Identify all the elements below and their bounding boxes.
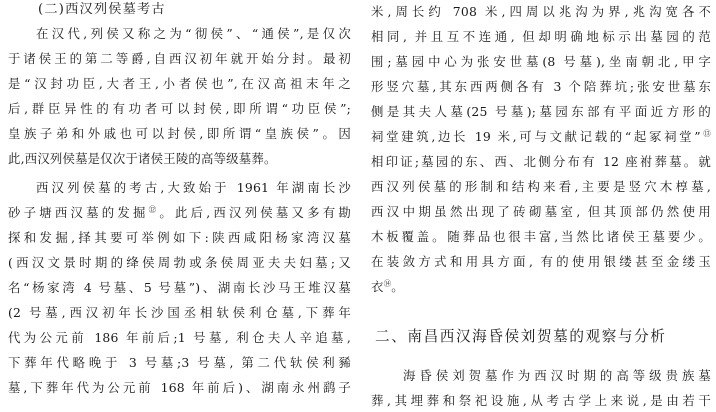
section-heading-haihun-marquis-tomb: 二、南昌西汉海昏侯刘贺墓的观察与分析 — [375, 328, 667, 345]
text-line: 相印证;墓园的东、西、北侧分布有 12 座祔葬墓。就 — [371, 154, 711, 169]
text-line: (2 号墓,西汉初年长沙国丞相轪侯利仓墓,下葬年 — [8, 305, 351, 320]
text-line: 西汉列侯墓的形制和结构来看,主要是竖穴木椁墓, — [371, 179, 711, 194]
text-span: 砂子塘西汉墓的发掘 — [8, 205, 149, 220]
text-line: 西汉列侯墓的考古,大致始于 1961 年湖南长沙 — [36, 180, 351, 195]
text-line: 围;墓园中心为张安世墓(8 号墓),坐南朝北,甲字 — [371, 54, 711, 69]
text-span: 衣 — [371, 279, 384, 294]
text-span: 。 — [391, 279, 404, 294]
text-line: 此,西汉列侯墓是仅次于诸侯王陵的高等级墓葬。 — [8, 151, 277, 166]
text-line — [371, 129, 711, 145]
text-line: 代为公元前 186 年前后;1 号墓, 利仓夫人辛追墓, — [8, 330, 351, 345]
text-line: 米,周长约 708 米,四周以兆沟为界,兆沟宽各不 — [371, 4, 711, 19]
text-line: 在汉代,列侯又称之为“彻侯”、“通侯”,是仅次 — [36, 26, 351, 41]
text-line: 葬,其埋葬和祭祀设施,从考古学上来说,是由若干 — [371, 393, 711, 408]
text-line: 相同, 并且互不连通, 但却明确地标示出墓园的范 — [371, 29, 711, 44]
text-line — [371, 279, 404, 295]
text-line: (西汉文景时期的绛侯周勃或条侯周亚夫夫妇墓;又 — [8, 255, 351, 270]
text-line: 西汉中期虽然出现了砖砌墓室, 但其顶部仍然使用 — [371, 204, 711, 219]
footnote-marker: ⑭ — [383, 279, 392, 288]
text-line: 在装敛方式和用具方面, 有的使用银缕甚至金缕玉 — [371, 254, 711, 269]
text-line: 名“杨家湾 4 号墓、5 号墓”)、湖南长沙马王堆汉墓 — [8, 280, 351, 295]
text-line: 海昏侯刘贺墓作为西汉时期的高等级贵族墓 — [403, 368, 711, 383]
footnote-marker: ⑬ — [700, 129, 712, 138]
text-span: 祠堂建筑,边长 19 米,可与文献记载的“起冢祠堂” — [371, 129, 701, 144]
text-line: 探和发掘,择其要可举例如下:陕西咸阳杨家湾汉墓 — [8, 230, 351, 245]
text-line: 后,群臣异性的有功者可以封侯,即所谓“功臣侯”; — [8, 101, 351, 116]
text-line: 于诸侯王的第二等爵,自西汉初年就开始分封。最初 — [8, 51, 351, 66]
text-line: 是“汉封功臣,大者王,小者侯也”,在汉高祖末年之 — [8, 76, 351, 91]
text-line: 皇族子弟和外戚也可以封侯,即所谓“皇族侯”。因 — [8, 126, 351, 141]
footnote-marker: ⑫ — [148, 205, 160, 214]
text-line — [8, 205, 351, 221]
text-line: 木板覆盖。随葬品也很丰富,当然比诸侯王墓要少。 — [371, 229, 711, 244]
text-line: 形竖穴墓,其东西两侧各有 3 个陪葬坑;张安世墓东 — [371, 79, 711, 94]
text-line: 墓,下葬年代为公元前 168 年前后)、湖南永州鹞子 — [8, 380, 351, 395]
text-span: 。此后,西汉列侯墓又多有勘 — [159, 205, 351, 220]
text-line: 侧是其夫人墓(25 号墓);墓园东部有平面近方形的 — [371, 104, 711, 119]
text-line: 下葬年代略晚于 3 号墓;3 号墓, 第二代轪侯利豨 — [8, 355, 351, 370]
subheading-western-han-marquis-tombs: (二)西汉列侯墓考古 — [38, 2, 166, 17]
